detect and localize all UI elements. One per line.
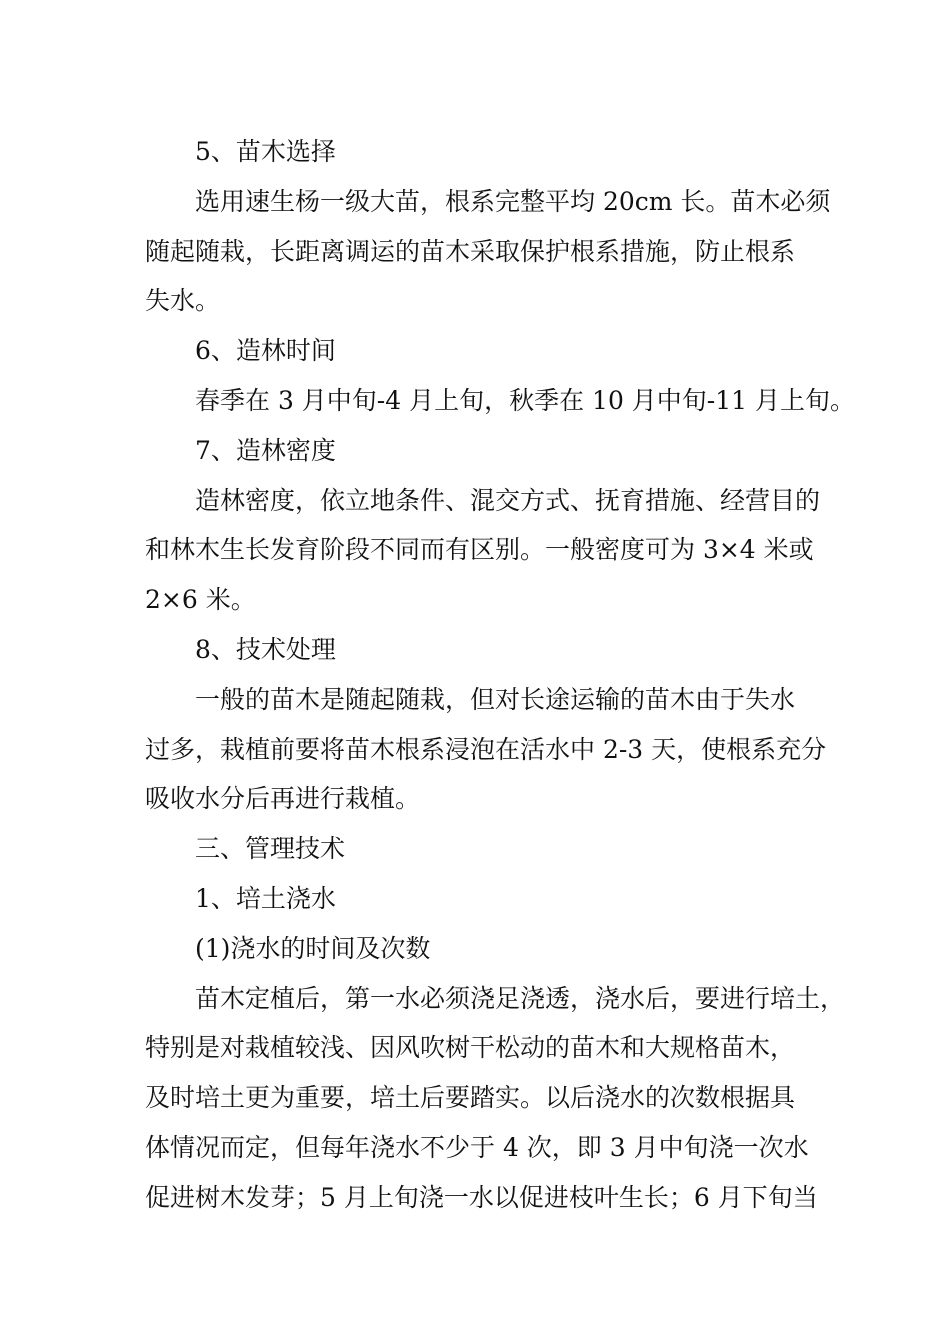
section-heading: 8、技术处理: [195, 634, 336, 664]
paragraph-line: 和林木生长发育阶段不同而有区别。一般密度可为 3×4 米或: [145, 535, 814, 565]
paragraph-line: 体情况而定，但每年浇水不少于 4 次，即 3 月中旬浇一次水: [145, 1132, 809, 1162]
subsection-heading: (1)浇水的时间及次数: [195, 933, 431, 963]
paragraph-line: 过多，栽植前要将苗木根系浸泡在活水中 2-3 天，使根系充分: [145, 734, 827, 764]
paragraph-line: 春季在 3 月中旬-4 月上旬，秋季在 10 月中旬-11 月上旬。: [195, 385, 856, 415]
paragraph-line: 造林密度，依立地条件、混交方式、抚育措施、经营目的: [195, 485, 821, 515]
paragraph-line: 一般的苗木是随起随栽，但对长途运输的苗木由于失水: [195, 684, 796, 714]
paragraph-line: 选用速生杨一级大苗，根系完整平均 20cm 长。苗木必须: [195, 186, 831, 216]
paragraph-line: 随起随栽，长距离调运的苗木采取保护根系措施，防止根系: [145, 236, 796, 266]
paragraph-line: 2×6 米。: [145, 585, 256, 615]
paragraph-line: 及时培土更为重要，培土后要踏实。以后浇水的次数根据具: [145, 1083, 796, 1113]
section-heading: 1、培土浇水: [195, 883, 336, 913]
section-heading: 5、苗木选择: [195, 137, 336, 166]
paragraph-line: 特别是对栽植较浅、因风吹树干松动的苗木和大规格苗木，: [145, 1033, 796, 1063]
section-heading: 7、造林密度: [195, 435, 336, 465]
chapter-heading: 三、管理技术: [195, 834, 346, 864]
paragraph-line: 吸收水分后再进行栽植。: [145, 784, 421, 814]
paragraph-line: 促进树木发芽；5 月上旬浇一水以促进枝叶生长；6 月下旬当: [145, 1182, 818, 1212]
section-heading: 6、造林时间: [195, 336, 336, 366]
paragraph-line: 苗木定植后，第一水必须浇足浇透，浇水后，要进行培土，: [195, 983, 846, 1013]
document-body: [145, 127, 856, 1223]
paragraph-line: 失水。: [145, 286, 221, 316]
